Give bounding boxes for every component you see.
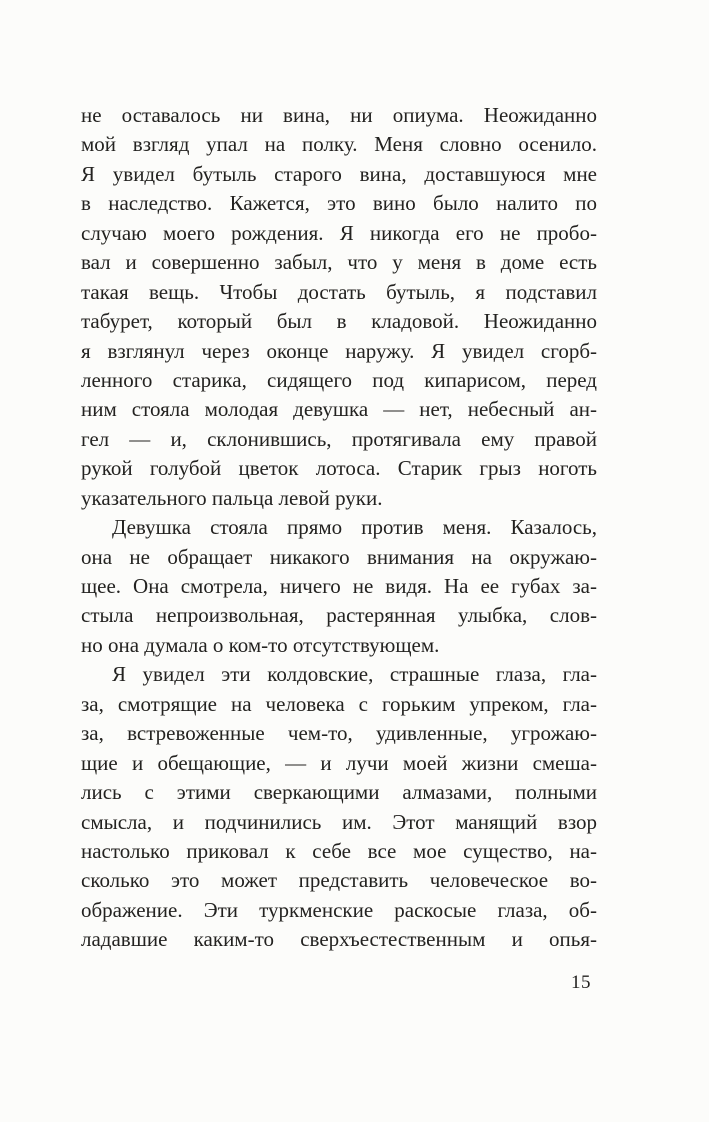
text-line: гел — и, склонившись, протягивала ему правой [81,426,597,451]
text-line: указательного пальца левой руки. [81,485,383,510]
text-line: за, встревоженные чем-то, удивленные, угрожаю- [81,721,597,746]
paragraph [81,660,597,954]
text-line: случаю моего рождения. Я никогда его не пробо- [81,220,597,245]
page-number: 15 [571,972,591,993]
text-line: Я увидел бутыль старого вина, доставшуюся мне [81,161,597,186]
text-line: рукой голубой цветок лотоса. Старик грыз ноготь [81,456,597,481]
text-line: Девушка стояла прямо против меня. Казалось, [112,515,597,540]
text-line: щее. Она смотрела, ничего не видя. На ее губах за- [81,574,597,598]
text-line: не оставалось ни вина, ни опиума. Неожиданно [81,103,597,127]
paragraph [81,101,597,513]
text-line: вал и совершенно забыл, что у меня в доме есть [81,250,597,275]
text-line: в наследство. Кажется, это вино было налито по [81,191,597,216]
text-line: ним стояла молодая девушка — нет, небесный ан- [81,397,597,422]
text-line: ладавшие каким-то сверхъестественным и опья- [81,927,597,952]
text-line: я взглянул через оконце наружу. Я увидел сгорб- [81,338,597,363]
text-line: но она думала о ком-то отсутствующем. [81,632,440,657]
text-line: сколько это может представить человеческое во- [81,868,597,893]
text-line: такая вещь. Чтобы достать бутыль, я подставил [81,279,597,304]
text-line: щие и обещающие, — и лучи моей жизни смеша- [81,750,597,775]
paragraph [81,513,597,660]
text-line: стыла непроизвольная, растерянная улыбка, слов- [81,603,597,628]
text-line: лись с этими сверкающими алмазами, полными [81,780,597,805]
text-line: смысла, и подчинились им. Этот манящий взор [81,809,597,834]
text-line: ленного старика, сидящего под кипарисом, перед [81,367,597,392]
text-line: табурет, который был в кладовой. Неожиданно [81,309,597,334]
text-line: настолько приковал к себе все мое существо, на- [81,838,597,863]
text-line: Я увидел эти колдовские, страшные глаза, гла- [112,662,597,687]
text-line: за, смотрящие на человека с горьким упреком, гла- [81,691,597,716]
text-line: она не обращает никакого внимания на окружаю- [81,544,597,569]
text-line: мой взгляд упал на полку. Меня словно осенило. [81,132,597,157]
text-line: ображение. Эти туркменские раскосые глаза, об- [81,897,597,922]
text-block [81,101,597,955]
